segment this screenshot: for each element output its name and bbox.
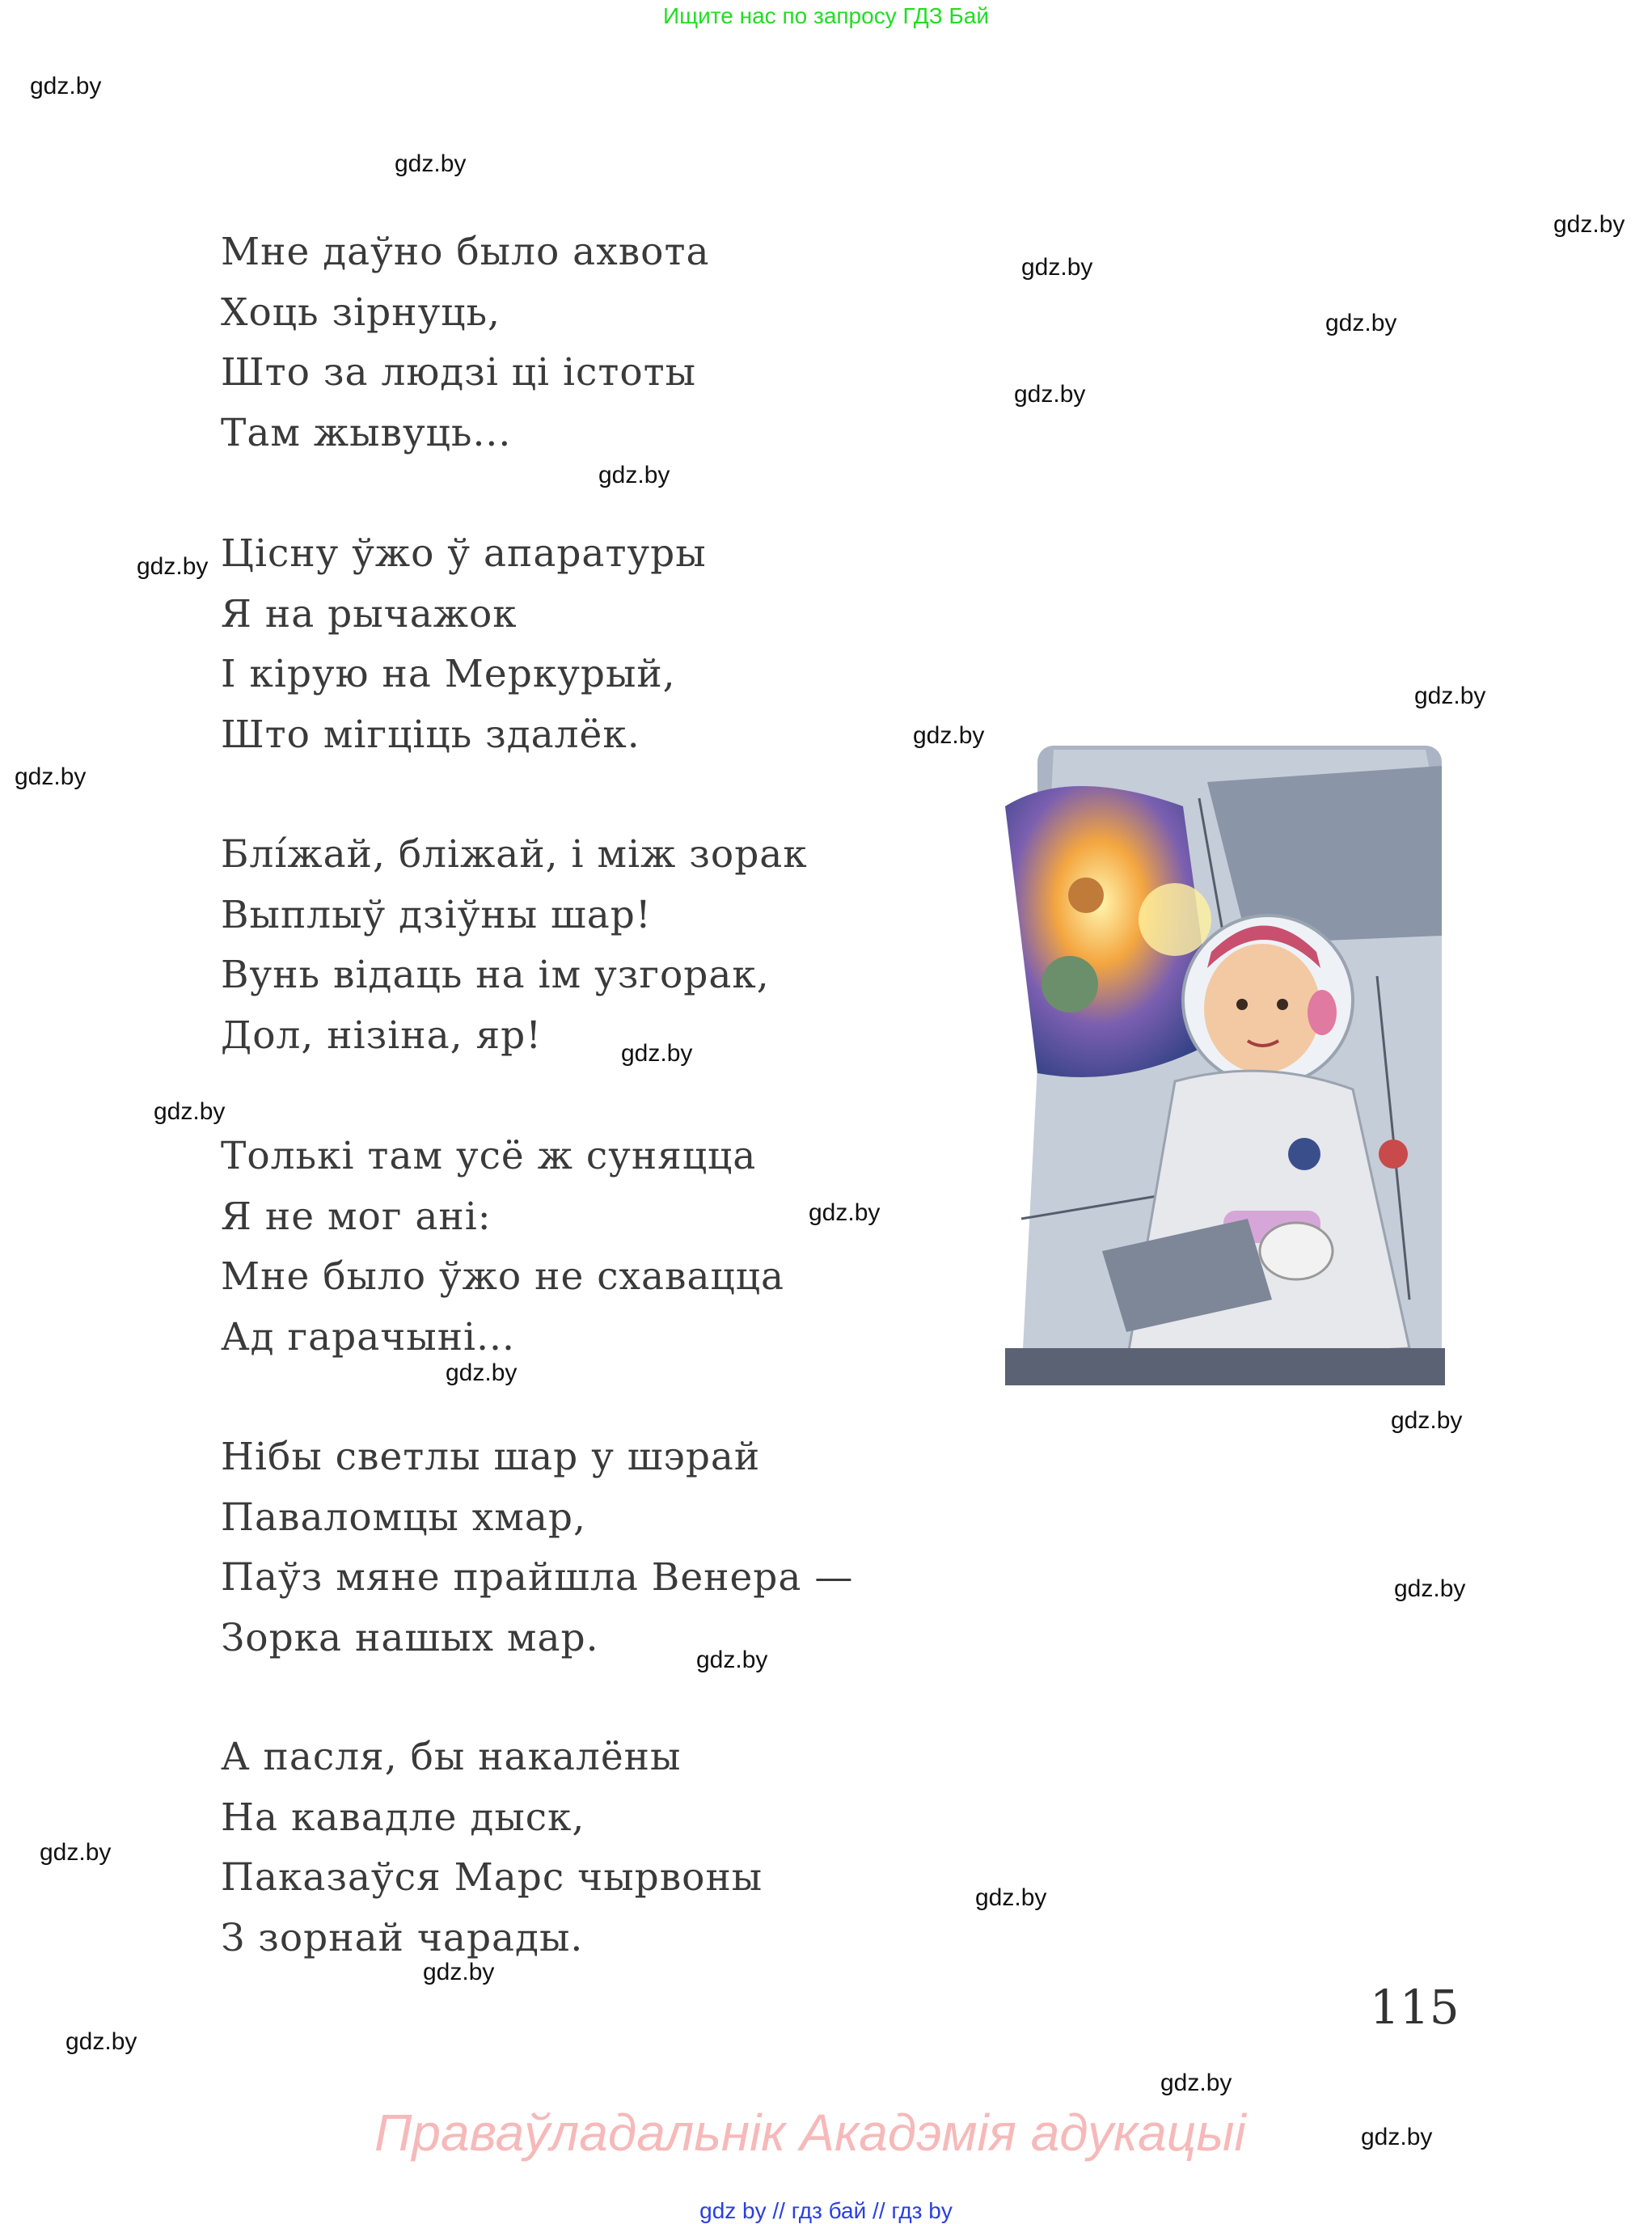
watermark: gdz.by	[137, 553, 209, 580]
watermark: gdz.by	[446, 1359, 518, 1386]
stanza	[221, 1727, 763, 1968]
watermark: gdz.by	[975, 1884, 1047, 1911]
poem-line: Ад гарачыні...	[221, 1314, 515, 1359]
watermark: gdz.by	[1014, 381, 1086, 408]
poem-line: Мне даўно было ахвота	[221, 230, 710, 274]
watermark: gdz.by	[913, 722, 985, 749]
watermark: gdz.by	[1553, 211, 1625, 238]
search-hint: Ищите нас по запросу ГДЗ Бай	[662, 3, 990, 28]
page-number: 115	[1370, 1980, 1460, 2035]
watermark: gdz.by	[423, 1959, 495, 1985]
poem-line: Толькі там усё ж суняцца	[221, 1134, 757, 1178]
watermark: gdz.by	[65, 2028, 137, 2055]
poem-line: Цісну ўжо ў апаратуры	[221, 531, 707, 576]
poem-line: А пасля, бы накалёны	[221, 1735, 682, 1779]
watermark: gdz.by	[1021, 254, 1093, 281]
poem-line: Хоць зірнуць,	[221, 290, 501, 335]
watermark: gdz.by	[809, 1199, 881, 1226]
stanza	[221, 825, 808, 1066]
watermark: gdz.by	[40, 1839, 112, 1866]
poem-line: Я не мог ані:	[221, 1194, 492, 1239]
watermark: gdz.by	[1391, 1407, 1463, 1434]
watermark: gdz.by	[598, 462, 670, 488]
stanza	[221, 222, 709, 463]
rights-holder-watermark: Праваўладальнік Акадэмія адукацыі	[374, 2103, 1246, 2162]
poem-line: Нібы светлы шар у шэрай	[221, 1435, 761, 1479]
poem-line: Там жывуць...	[221, 410, 512, 455]
poem-line: Што мігціць здалёк.	[221, 712, 640, 757]
watermark: gdz.by	[30, 73, 102, 99]
watermark: gdz.by	[1394, 1575, 1466, 1602]
poem-line: Паўз мяне прайшла Венера —	[221, 1555, 854, 1600]
poem-line: З зорнай чарады.	[221, 1915, 584, 1960]
watermark: gdz.by	[15, 763, 87, 790]
stanza	[221, 1127, 784, 1368]
poem-line: Блі́жай, бліжай, і між зорак	[221, 832, 808, 877]
poem-line: Што за людзі ці істоты	[221, 350, 697, 395]
watermark: gdz.by	[1414, 683, 1486, 709]
watermark: gdz.by	[1325, 310, 1397, 336]
poem-line: Паказаўся Марс чырвоны	[221, 1855, 763, 1900]
watermark: gdz.by	[1160, 2070, 1232, 2096]
watermark: gdz.by	[395, 150, 467, 177]
poem-line: Зорка нашых мар.	[221, 1615, 599, 1660]
footer-links[interactable]: gdz by // гдз бай // гдз by	[699, 2198, 953, 2223]
poem-line: На кавадле дыск,	[221, 1795, 585, 1840]
poem-line: Вунь відаць на ім узгорак,	[221, 953, 770, 997]
watermark: gdz.by	[696, 1647, 768, 1673]
watermark: gdz.by	[1361, 2124, 1433, 2150]
poem-line: Мне было ўжо не схавацца	[221, 1254, 785, 1299]
stanza	[221, 1427, 853, 1668]
poem-line: Я на рычажок	[221, 591, 518, 636]
watermark: gdz.by	[621, 1040, 693, 1067]
stanza	[221, 524, 707, 765]
poem-line: Паваломцы хмар,	[221, 1495, 586, 1540]
astronaut-illustration	[1005, 734, 1445, 1385]
watermark: gdz.by	[154, 1098, 226, 1125]
poem-line: Дол, нізіна, яр!	[221, 1013, 543, 1058]
poem-line: І кірую на Меркурый,	[221, 652, 676, 696]
poem-line: Выплыў дзіўны шар!	[221, 892, 652, 937]
